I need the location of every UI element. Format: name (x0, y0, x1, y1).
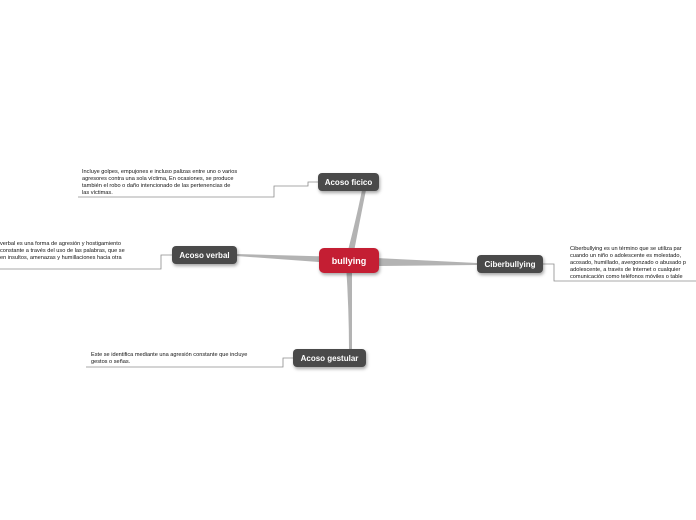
topic-acoso-fisico[interactable]: Acoso ficico (318, 173, 379, 191)
link-central-ciber (376, 258, 477, 266)
note-acoso-fisico: Incluye golpes, empujones e incluso palizas entre uno o varios agresores contra una sola víctima, En ocasiones, se produce también el robo o daño intencionado de las pertenencias de las víctimas. (82, 169, 238, 196)
central-topic[interactable]: bullying (319, 248, 379, 273)
topic-acoso-gestual[interactable]: Acoso gestular (293, 349, 366, 367)
note-acoso-gestual: Este se identifica mediante una agresión constante que incluye gestos o señas. (91, 352, 248, 365)
topic-ciberbullying[interactable]: Ciberbullying (477, 255, 543, 273)
note-ciberbullying: Ciberbullying es un término que se utiliza par cuando un niño o adolescente es molestado, acosado, humillado, avergonzado o abusado p adolescente, a través de Internet o cualquier comunicación como teléfonos móviles o table (570, 246, 686, 280)
topic-acoso-verbal[interactable]: Acoso verbal (172, 246, 237, 264)
note-acoso-verbal: verbal es una forma de agresión y hostigamiento constante a través del uso de las palabras, que se en insultos, amenazas y humillaciones hacia otra (0, 241, 125, 261)
link-central-gestual (346, 264, 352, 350)
